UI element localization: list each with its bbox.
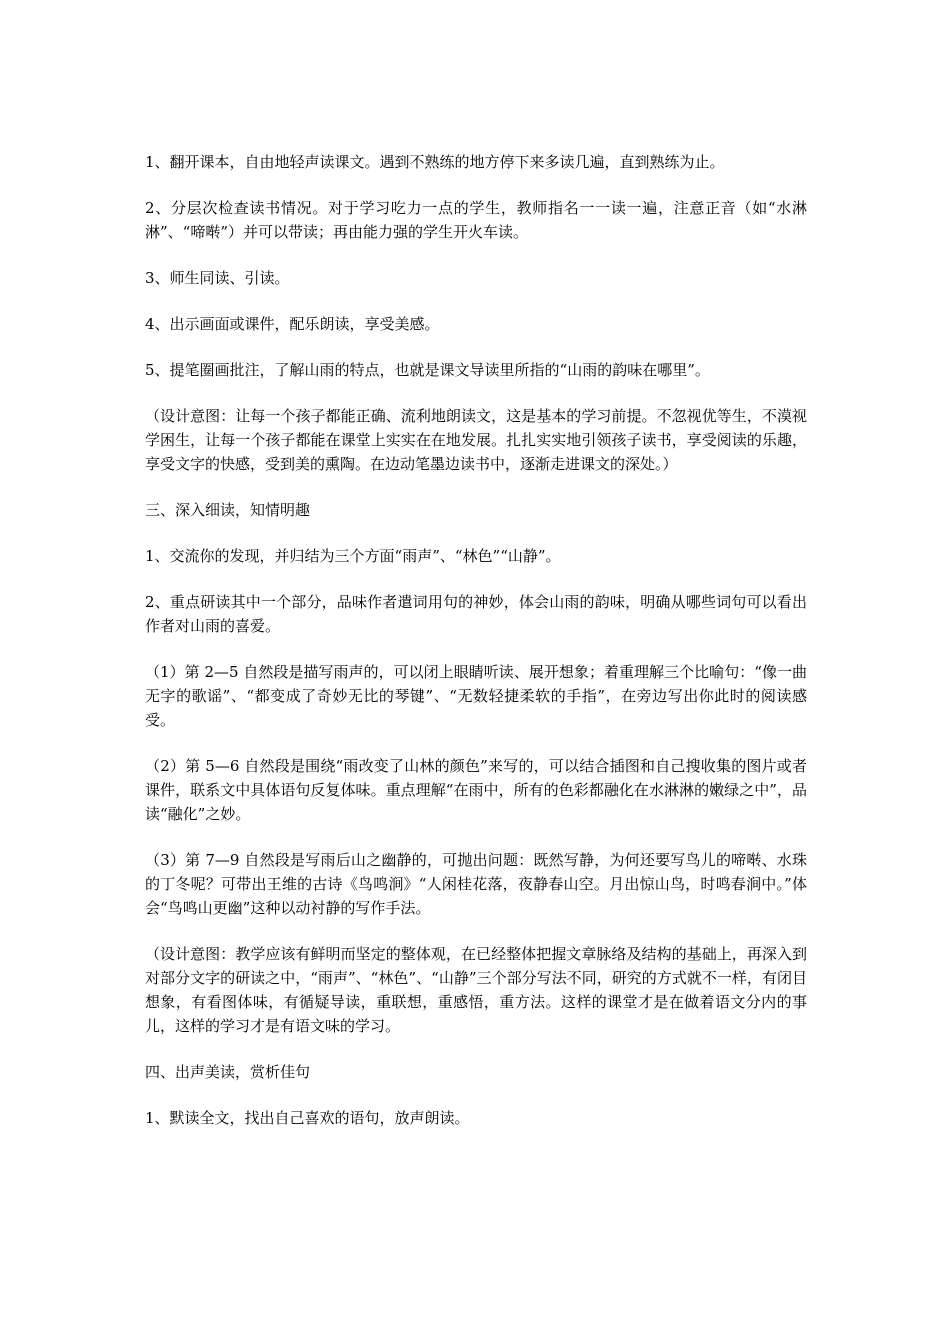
paragraph-5: 5、提笔圈画批注，了解山雨的特点，也就是课文导读里所指的“山雨的韵味在哪里”。: [145, 361, 710, 379]
paragraph-10: （3）第 7—9 自然段是写雨后山之幽静的，可抛出问题：既然写静，为何还要写鸟儿的啼啭、水珠的丁冬呢？可带出王维的古诗《鸟鸣涧》“人闲桂花落，夜静春山空。月出惊山鸟，时鸣春涧中。”体会“鸟鸣山更幽”这种以动衬静的写作手法。: [145, 851, 807, 917]
document-page: [145, 150, 807, 1152]
section-heading-4: 四、出声美读，赏析佳句: [145, 1063, 311, 1081]
paragraph-2: 2、分层次检查读书情况。对于学习吃力一点的学生，教师指名一一读一遍，注意正音（如“水淋淋”、“啼啭”）并可以带读；再由能力强的学生开火车读。: [145, 199, 807, 241]
paragraph-9: （2）第 5—6 自然段是围绕“雨改变了山林的颜色”来写的，可以结合插图和自己搜收集的图片或者课件，联系文中具体语句反复体味。重点理解“在雨中，所有的色彩都融化在水淋淋的嫩绿之中”，品读“融化”之妙。: [145, 757, 807, 823]
design-intent-1: （设计意图：让每一个孩子都能正确、流利地朗读文，这是基本的学习前提。不忽视优等生，不漠视学困生，让每一个孩子都能在课堂上实实在在地发展。扎扎实实地引领孩子读书，享受阅读的乐趣，享受文字的快感，受到美的熏陶。在边动笔墨边读书中，逐渐走进课文的深处。）: [145, 407, 807, 473]
section-heading-3: 三、深入细读，知情明趣: [145, 501, 311, 519]
paragraph-1: 1、翻开课本，自由地轻声读课文。遇到不熟练的地方停下来多读几遍，直到熟练为止。: [145, 153, 725, 171]
paragraph-11: 1、默读全文，找出自己喜欢的语句，放声朗读。: [145, 1109, 470, 1127]
paragraph-4: 4、出示画面或课件，配乐朗读，享受美感。: [145, 315, 440, 333]
paragraph-6: 1、交流你的发现，并归结为三个方面“雨声”、“林色”“山静”。: [145, 547, 561, 565]
design-intent-2: （设计意图：教学应该有鲜明而坚定的整体观，在已经整体把握文章脉络及结构的基础上，再深入到对部分文字的研读之中，“雨声”、“林色”、“山静”三个部分写法不同，研究的方式就不一样，有闭目想象，有看图体味，有循疑导读，重联想，重感悟，重方法。这样的课堂才是在做着语文分内的事儿，这样的学习才是有语文味的学习。: [145, 945, 807, 1035]
paragraph-8: （1）第 2—5 自然段是描写雨声的，可以闭上眼睛听读、展开想象；着重理解三个比喻句：“像一曲无字的歌谣”、“都变成了奇妙无比的琴键”、“无数轻捷柔软的手指”，在旁边写出你此时的阅读感受。: [145, 663, 807, 729]
paragraph-7: 2、重点研读其中一个部分，品味作者遣词用句的神妙，体会山雨的韵味，明确从哪些词句可以看出作者对山雨的喜爱。: [145, 593, 807, 635]
paragraph-3: 3、师生同读、引读。: [145, 269, 290, 287]
